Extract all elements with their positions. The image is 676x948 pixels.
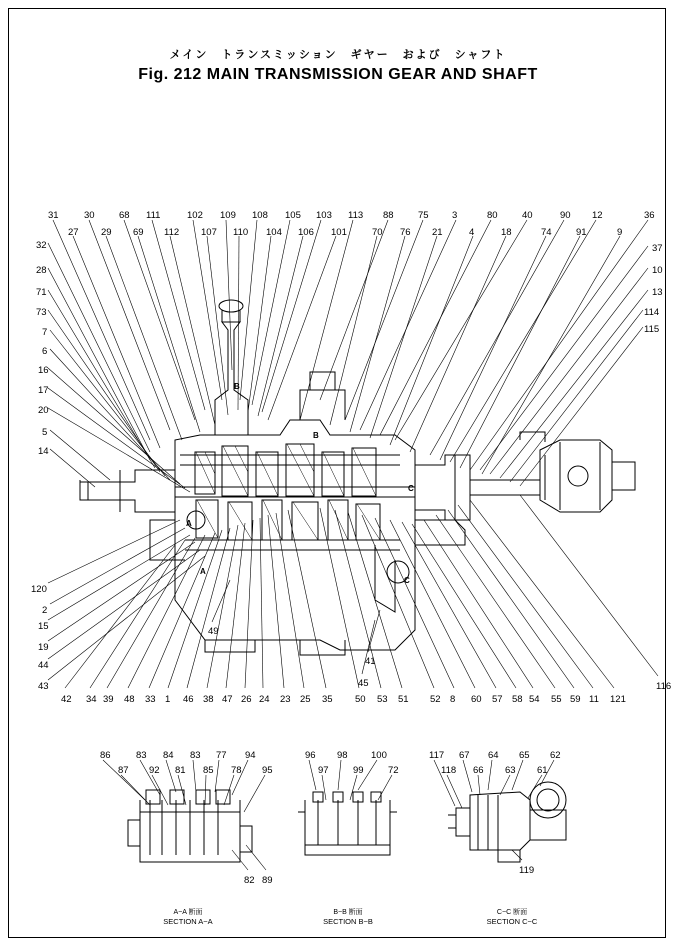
callout-number: 32 xyxy=(36,240,47,251)
callout-number: 55 xyxy=(551,694,562,705)
callout-number: 76 xyxy=(400,227,411,238)
callout-number: 51 xyxy=(398,694,409,705)
callout-number: 47 xyxy=(222,694,233,705)
callout-number: 73 xyxy=(36,307,47,318)
callout-number: 68 xyxy=(119,210,130,221)
section-a-caption xyxy=(128,908,248,926)
callout-number: 90 xyxy=(560,210,571,221)
callout-number: 28 xyxy=(36,265,47,276)
callout-number: 23 xyxy=(280,694,291,705)
section-c-caption-jp: C−C 断面 xyxy=(496,909,528,916)
page-border xyxy=(8,8,666,938)
callout-number: 2 xyxy=(42,605,48,616)
callout-number: 60 xyxy=(471,694,482,705)
callout-number: 67 xyxy=(459,750,470,761)
callout-number: 105 xyxy=(285,210,301,221)
callout-number: 86 xyxy=(100,750,111,761)
callout-number: 78 xyxy=(231,765,242,776)
callout-number: 69 xyxy=(133,227,144,238)
callout-number: 83 xyxy=(136,750,147,761)
callout-number: 92 xyxy=(149,765,160,776)
callout-number: 40 xyxy=(522,210,533,221)
callout-number: 12 xyxy=(592,210,603,221)
callout-number: 27 xyxy=(68,227,79,238)
callout-number: 16 xyxy=(38,365,49,376)
callout-number: 36 xyxy=(644,210,655,221)
callout-number: 46 xyxy=(183,694,194,705)
callout-number: 119 xyxy=(519,865,535,876)
callout-number: 49 xyxy=(208,626,219,637)
callout-number: 89 xyxy=(262,875,273,886)
callout-number: 94 xyxy=(245,750,256,761)
callout-number: 17 xyxy=(38,385,49,396)
callout-number: 59 xyxy=(570,694,581,705)
callout-number: 114 xyxy=(644,307,660,318)
callout-number: 42 xyxy=(61,694,72,705)
section-marker-b-top: B xyxy=(234,382,240,391)
callout-number: 39 xyxy=(103,694,114,705)
callout-number: 5 xyxy=(42,427,48,438)
callout-number: 26 xyxy=(241,694,252,705)
callout-number: 29 xyxy=(101,227,112,238)
callout-number: 58 xyxy=(512,694,523,705)
callout-number: 99 xyxy=(353,765,364,776)
callout-number: 10 xyxy=(652,265,663,276)
callout-number: 13 xyxy=(652,287,663,298)
callout-number: 62 xyxy=(550,750,561,761)
callout-number: 20 xyxy=(38,405,49,416)
callout-number: 44 xyxy=(38,660,49,671)
callout-number: 9 xyxy=(617,227,623,238)
callout-number: 107 xyxy=(201,227,217,238)
callout-number: 25 xyxy=(300,694,311,705)
callout-number: 66 xyxy=(473,765,484,776)
callout-number: 11 xyxy=(589,694,599,705)
section-c-caption xyxy=(452,908,572,926)
title-japanese: メイン トランスミッション ギヤー および シャフト xyxy=(169,49,507,61)
callout-number: 80 xyxy=(487,210,498,221)
callout-number: 75 xyxy=(418,210,429,221)
callout-number: 31 xyxy=(48,210,59,221)
callout-number: 1 xyxy=(165,694,171,705)
section-marker-b-bottom: B xyxy=(313,431,319,440)
callout-number: 35 xyxy=(322,694,333,705)
callout-number: 77 xyxy=(216,750,227,761)
callout-number: 100 xyxy=(371,750,387,761)
callout-number: 84 xyxy=(163,750,174,761)
callout-number: 110 xyxy=(233,227,249,238)
callout-number: 38 xyxy=(203,694,214,705)
callout-number: 4 xyxy=(469,227,475,238)
callout-number: 121 xyxy=(610,694,626,705)
callout-number: 50 xyxy=(355,694,366,705)
callout-number: 87 xyxy=(118,765,129,776)
callout-number: 97 xyxy=(318,765,329,776)
callout-number: 71 xyxy=(36,287,47,298)
callout-number: 82 xyxy=(244,875,255,886)
callout-number: 117 xyxy=(429,750,445,761)
callout-number: 8 xyxy=(450,694,456,705)
callout-number: 112 xyxy=(164,227,180,238)
section-c-caption-en: SECTION C−C xyxy=(486,917,538,926)
callout-number: 95 xyxy=(262,765,273,776)
callout-number: 64 xyxy=(488,750,499,761)
callout-number: 91 xyxy=(576,227,587,238)
callout-number: 120 xyxy=(31,584,47,595)
callout-number: 103 xyxy=(316,210,332,221)
callout-number: 102 xyxy=(187,210,203,221)
callout-number: 24 xyxy=(259,694,270,705)
callout-number: 21 xyxy=(432,227,443,238)
callout-number: 7 xyxy=(42,327,48,338)
section-marker-a-bottom: A xyxy=(200,567,206,576)
callout-number: 37 xyxy=(652,243,663,254)
callout-number: 54 xyxy=(529,694,540,705)
callout-number: 48 xyxy=(124,694,135,705)
callout-number: 43 xyxy=(38,681,49,692)
callout-number: 106 xyxy=(298,227,314,238)
callout-number: 88 xyxy=(383,210,394,221)
section-marker-c-bottom: C xyxy=(404,576,410,585)
section-b-caption-jp: B−B 断面 xyxy=(333,909,363,916)
section-a-caption-jp: A−A 断面 xyxy=(173,909,203,916)
callout-number: 3 xyxy=(452,210,458,221)
callout-number: 74 xyxy=(541,227,552,238)
section-b-caption-en: SECTION B−B xyxy=(323,917,373,926)
callout-number: 52 xyxy=(430,694,441,705)
callout-number: 61 xyxy=(537,765,548,776)
callout-number: 41 xyxy=(365,656,376,667)
callout-number: 15 xyxy=(38,621,49,632)
callout-number: 72 xyxy=(388,765,399,776)
callout-number: 33 xyxy=(145,694,156,705)
callout-number: 104 xyxy=(266,227,282,238)
callout-number: 53 xyxy=(377,694,388,705)
callout-number: 118 xyxy=(441,765,457,776)
callout-number: 116 xyxy=(656,681,672,692)
callout-number: 85 xyxy=(203,765,214,776)
callout-number: 34 xyxy=(86,694,97,705)
callout-number: 30 xyxy=(84,210,95,221)
section-marker-a-top: A xyxy=(186,519,192,528)
callout-number: 18 xyxy=(501,227,512,238)
callout-number: 65 xyxy=(519,750,530,761)
callout-number: 70 xyxy=(372,227,383,238)
callout-number: 14 xyxy=(38,446,49,457)
callout-number: 113 xyxy=(348,210,364,221)
section-a-caption-en: SECTION A−A xyxy=(163,917,213,926)
callout-number: 111 xyxy=(146,210,161,221)
section-b-caption xyxy=(288,908,408,926)
callout-number: 63 xyxy=(505,765,516,776)
callout-number: 6 xyxy=(42,346,48,357)
callout-number: 108 xyxy=(252,210,268,221)
section-marker-c-top: C xyxy=(408,484,414,493)
callout-number: 101 xyxy=(331,227,347,238)
callout-number: 96 xyxy=(305,750,316,761)
callout-number: 98 xyxy=(337,750,348,761)
callout-number: 115 xyxy=(644,324,660,335)
callout-number: 19 xyxy=(38,642,49,653)
callout-number: 109 xyxy=(220,210,236,221)
callout-number: 45 xyxy=(358,678,369,689)
callout-number: 57 xyxy=(492,694,503,705)
title-english: Fig. 212 MAIN TRANSMISSION GEAR AND SHAFT xyxy=(138,66,538,83)
callout-number: 83 xyxy=(190,750,201,761)
callout-number: 81 xyxy=(175,765,186,776)
